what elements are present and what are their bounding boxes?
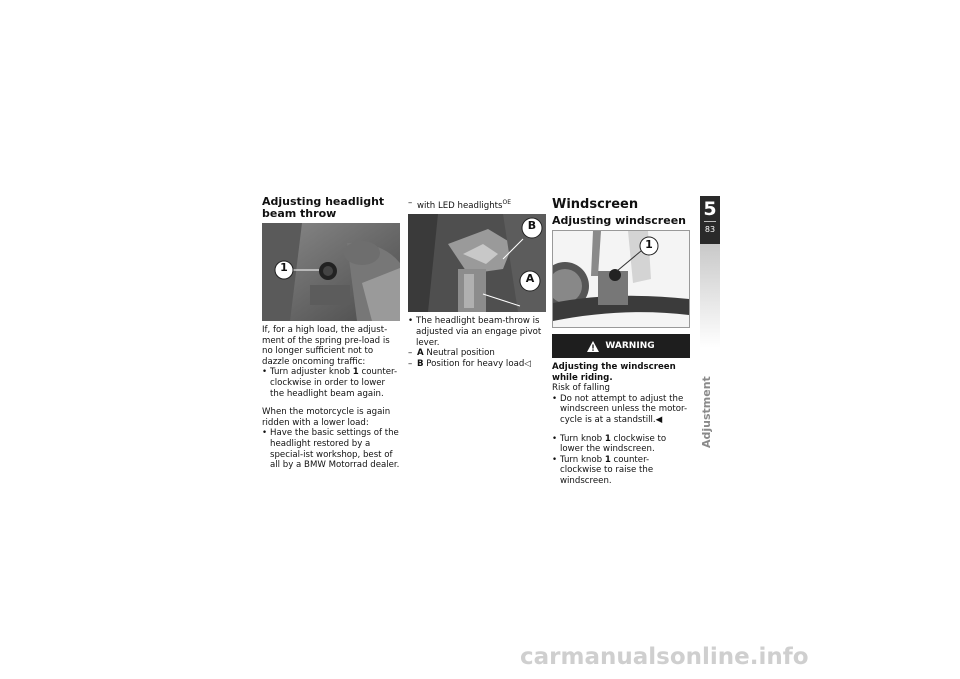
chapter-number: 5 [703,198,717,220]
column-led-headlights [408,196,546,369]
warning-triangle-icon [587,341,599,352]
bullet-text: counter-clockwise to raise the windscreen. [560,454,654,486]
oe-marker: OE [502,199,512,206]
end-mark: ◁ [524,358,531,369]
item-b [408,359,546,370]
bullet-text: Turn adjuster knob [270,367,353,378]
warning-heading: Adjusting the windscreen while riding. [552,362,676,383]
windscreen-illustration [553,231,689,327]
callout-b: B [527,219,537,233]
item-a [408,348,546,359]
photo-headlight-adjuster [262,223,400,321]
callout-a: A [525,272,535,286]
knob-ref: 1 [352,367,359,378]
warning-label: WARNING [605,340,655,351]
tab-divider [704,221,716,222]
bullet-beam-throw: • The headlight beam-throw is adjusted via an engage pivot lever. [408,316,546,348]
led-headlights-line [408,198,546,211]
photo-windscreen-knob [552,230,690,328]
warning-bullet [552,394,690,426]
end-mark: ◀ [655,414,663,425]
heading-adjusting-windscreen: Adjusting windscreen [552,214,686,227]
warning-bullet-text: Do not attempt to adjust the windscreen unless the motor-cycle is at a standstill. [560,393,688,425]
bullet-basic-settings: • Have the basic settings of the headlight restored by a special-ist workshop, best of all by a BMW Motorrad dealer. [262,428,400,470]
page-number: 83 [704,225,716,234]
section-title-windscreen: Windscreen [552,197,639,212]
warning-risk: Risk of falling [552,383,610,394]
chapter-tab [700,196,720,244]
bullet-text: Turn knob [560,454,605,465]
bullet-turn-adjuster [262,367,400,399]
intro-text: If, for a high load, the adjust-ment of the spring pre-load is no longer sufficient not to dazzle oncoming traffic: [262,325,390,367]
key-a: A [417,348,424,359]
item-a-text: Neutral position [423,348,495,359]
callout-1-windscreen: 1 [645,238,653,251]
bullet-text: counter-clockwise in order to lower the headlight beam again. [270,367,398,399]
photo-pivot-lever [408,214,546,312]
led-text: with LED headlights [417,200,503,211]
column-headlight-beam [262,196,400,471]
knob-ref: 1 [604,433,611,444]
item-b-text: Position for heavy load [423,358,525,369]
lower-load-text: When the motorcycle is again ridden with a lower load: [262,407,391,428]
tab-gradient [700,244,720,348]
bullet-raise-windscreen [552,455,690,487]
bullet-text: clockwise to lower the windscreen. [560,433,667,455]
callout-1: 1 [280,261,288,274]
bullet-lower-windscreen [552,434,690,455]
knob-ref: 1 [604,454,611,465]
heading-headlight-beam-throw: Adjusting headlight beam throw [262,195,385,220]
section-label-vertical: Adjustment [700,376,713,448]
warning-banner [552,334,690,358]
watermark: carmanualsonline.info [520,644,809,670]
key-b: B [417,358,424,369]
bullet-text: Turn knob [560,433,605,444]
column-windscreen [552,196,690,487]
